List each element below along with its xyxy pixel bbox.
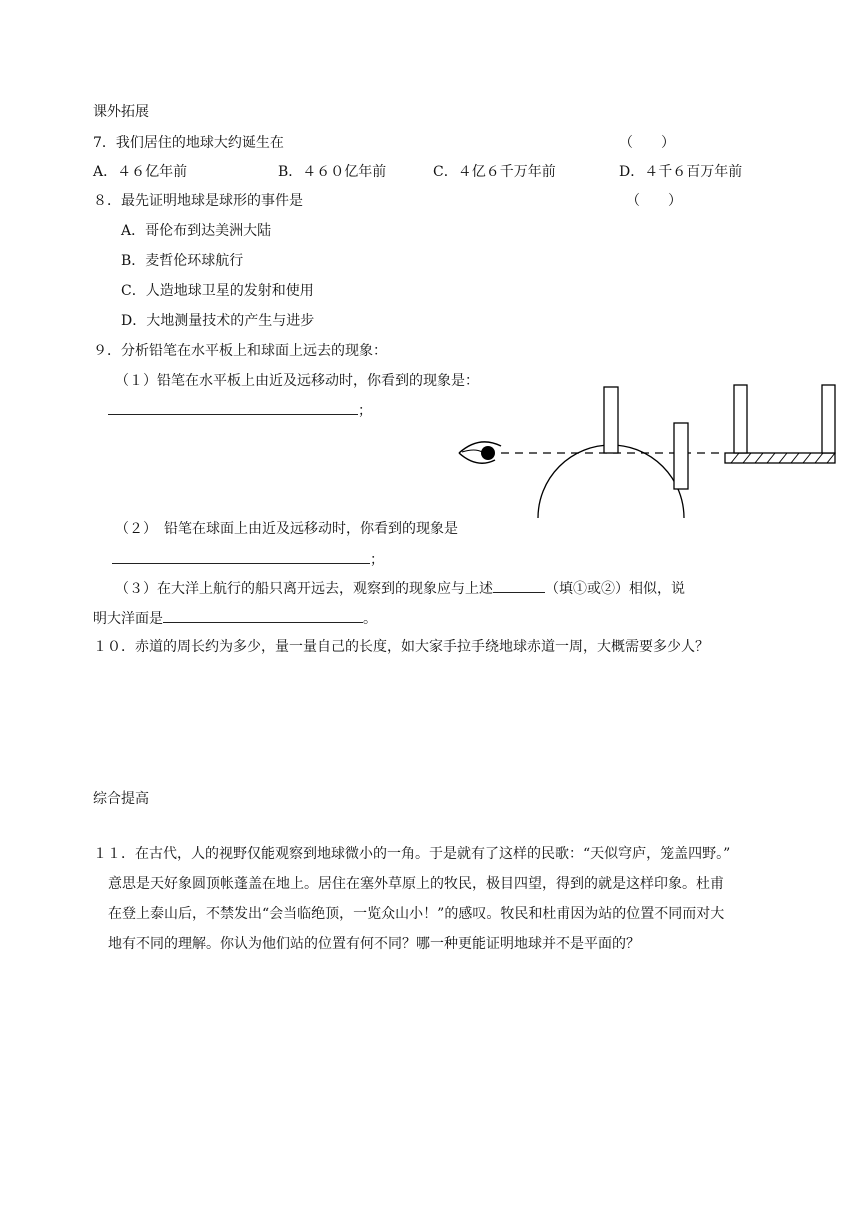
q9-part3-line2 [93, 608, 377, 628]
section-title-extension: 课外拓展 [93, 104, 149, 120]
answer-blank[interactable] [493, 578, 545, 593]
globe-surface [538, 445, 684, 518]
q10-text: １０．赤道的周长约为多少，量一量自己的长度，如大家手拉手绕地球赤道一周，大概需要多少人？ [93, 639, 709, 655]
answer-blank[interactable] [163, 608, 363, 623]
q7-answer-bracket: （ ） [619, 135, 675, 151]
q9-part3-text-a: （３）在大洋上航行的船只离开远去，观察到的现象应与上述 [115, 581, 493, 597]
q8-option-c: C．人造地球卫星的发射和使用 [121, 283, 314, 299]
q11-line-4: 地有不同的理解。你认为他们站的位置有何不同？哪一种更能证明地球并不是平面的？ [108, 936, 640, 952]
q9-part3-line1 [115, 578, 685, 598]
q9-stem: ９．分析铅笔在水平板上和球面上远去的现象： [93, 343, 387, 359]
q8-option-b: B．麦哲伦环球航行 [121, 253, 244, 269]
punctuation: 。 [363, 611, 377, 627]
q9-part3-text-c: 明大洋面是 [93, 611, 163, 627]
q9-part2: （２） 铅笔在球面上由近及远移动时，你看到的现象是 [115, 521, 458, 537]
pencil-on-globe-top [604, 387, 618, 453]
q11-line-2: 意思是天好象圆顶帐蓬盖在地上。居住在塞外草原上的牧民，极目四望，得到的就是这样印象。杜甫 [108, 876, 724, 892]
pencil-on-globe-side [674, 423, 688, 489]
q7-option-d: D．４千６百万年前 [619, 164, 743, 180]
answer-blank[interactable] [108, 400, 358, 415]
q7-option-a: A．４６亿年前 [93, 164, 188, 180]
eye-icon [459, 442, 501, 463]
q8-option-a: A．哥伦布到达美洲大陆 [121, 223, 272, 239]
q8-answer-bracket: （ ） [626, 193, 682, 209]
punctuation: ； [358, 403, 372, 419]
q7-option-c: C．４亿６千万年前 [433, 164, 556, 180]
pencil-experiment-figure [455, 380, 840, 520]
q11-line-3: 在登上泰山后，不禁发出“会当临绝顶，一览众山小！”的感叹。牧民和杜甫因为站的位置不同而对大 [108, 906, 725, 922]
pencil-on-board-far [822, 385, 835, 453]
q8-option-d: D．大地测量技术的产生与进步 [121, 313, 315, 329]
flat-board [725, 453, 835, 463]
q7-option-b: B．４６０亿年前 [278, 164, 387, 180]
q11-line-1: １１．在古代，人的视野仅能观察到地球微小的一角。于是就有了这样的民歌：“天似穹庐，笼盖四野。” [93, 846, 731, 862]
pencil-on-board-near [734, 385, 747, 453]
answer-blank[interactable] [112, 549, 370, 564]
q9-part2-answer-line[interactable] [112, 549, 384, 569]
q9-part1: （１）铅笔在水平板上由近及远移动时，你看到的现象是： [115, 373, 479, 389]
q9-part3-text-b: （填①或②）相似，说 [545, 581, 685, 597]
section-title-comprehensive: 综合提高 [93, 791, 149, 807]
q8-stem: ８．最先证明地球是球形的事件是 [93, 193, 303, 209]
q9-part1-answer-line[interactable] [108, 400, 372, 420]
q7-stem: 7．我们居住的地球大约诞生在 [93, 135, 284, 151]
punctuation: ； [370, 552, 384, 568]
